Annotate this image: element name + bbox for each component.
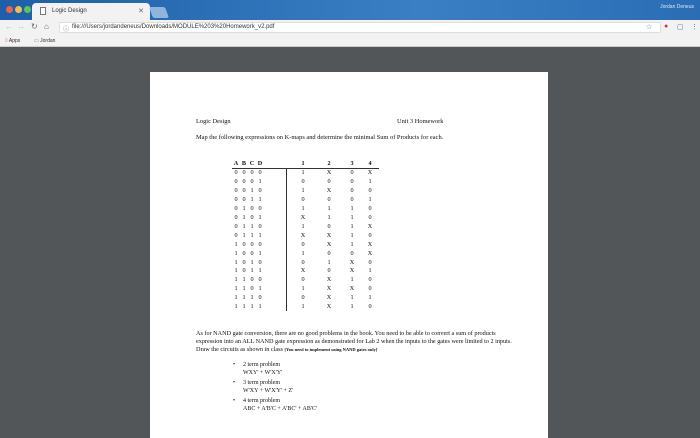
input-cell: 1 <box>234 303 238 311</box>
column-header: 2 <box>327 160 331 167</box>
instructions: Map the following expressions on K-maps and determine the minimal Sum of Products for each. <box>196 134 444 141</box>
problem-title: 2 term problem <box>243 362 280 368</box>
input-cell: 0 <box>234 177 238 185</box>
output-cell: 0 <box>301 240 305 248</box>
output-cell: 0 <box>350 177 354 185</box>
output-cell: X <box>326 169 332 176</box>
output-cell: 1 <box>327 204 331 212</box>
input-cell: 0 <box>234 213 238 221</box>
output-cell: 0 <box>350 249 354 257</box>
input-cell: 1 <box>234 294 238 302</box>
input-cell: 0 <box>242 267 246 275</box>
output-cell: X <box>367 222 373 230</box>
extension-square-icon[interactable]: ▢ <box>677 24 684 31</box>
menu-icon[interactable]: ⋮ <box>691 24 698 31</box>
output-cell: 0 <box>368 258 372 266</box>
input-cell: 1 <box>242 222 246 230</box>
output-cell: 1 <box>350 240 354 248</box>
output-cell: X <box>349 285 355 293</box>
input-cell: 1 <box>242 303 246 311</box>
output-cell: 0 <box>301 195 305 203</box>
input-cell: 0 <box>250 240 254 248</box>
output-cell: 1 <box>350 204 354 212</box>
problem-expr: ABC + A'B'C + A'BC' + AB'C' <box>243 406 317 412</box>
column-header: B <box>241 160 247 167</box>
input-cell: 0 <box>250 213 254 221</box>
nand-note: [You need to implement using NAND gates only] <box>284 347 378 353</box>
input-cell: 1 <box>234 249 238 257</box>
browser-tab-bar <box>0 0 700 20</box>
input-cell: 0 <box>234 231 238 239</box>
output-cell: X <box>349 267 355 275</box>
output-cell: X <box>326 231 332 239</box>
output-cell: 1 <box>301 249 305 257</box>
output-cell: 0 <box>327 249 331 257</box>
input-cell: 1 <box>258 195 262 203</box>
input-cell: 0 <box>242 169 246 176</box>
home-icon[interactable]: ⌂ <box>44 22 49 31</box>
output-cell: 1 <box>350 231 354 239</box>
input-cell: 0 <box>242 195 246 203</box>
input-cell: 0 <box>250 177 254 185</box>
input-cell: 1 <box>234 258 238 266</box>
input-cell: 0 <box>234 169 238 176</box>
problem-expr: WXY' + W'X'Y' <box>243 370 283 376</box>
input-cell: 1 <box>242 204 246 212</box>
input-cell: 0 <box>242 258 246 266</box>
input-cell: 1 <box>242 285 246 293</box>
input-cell: 0 <box>258 240 262 248</box>
output-cell: 1 <box>301 169 305 176</box>
tab-logic-design[interactable] <box>32 3 150 20</box>
input-cell: 1 <box>258 213 262 221</box>
input-cell: 0 <box>242 240 246 248</box>
input-cell: 0 <box>234 186 238 194</box>
input-cell: 0 <box>242 249 246 257</box>
output-cell: 0 <box>368 213 372 221</box>
output-cell: 1 <box>301 285 305 293</box>
folder-icon: ▭ <box>34 38 39 44</box>
output-cell: 0 <box>368 276 372 284</box>
output-cell: 0 <box>350 169 354 176</box>
output-cell: X <box>300 231 306 239</box>
output-cell: 1 <box>350 213 354 221</box>
output-cell: 0 <box>301 276 305 284</box>
output-cell: 1 <box>301 204 305 212</box>
input-cell: 1 <box>242 231 246 239</box>
output-cell: 0 <box>368 186 372 194</box>
bullet-icon: • <box>233 398 236 404</box>
problem-title: 4 term problem <box>243 398 280 404</box>
input-cell: 1 <box>250 231 254 239</box>
input-cell: 0 <box>258 294 262 302</box>
output-cell: 0 <box>327 267 331 275</box>
output-cell: 0 <box>301 294 305 302</box>
output-cell: 1 <box>350 294 354 302</box>
unit-title: Unit 3 Homework <box>397 118 444 125</box>
output-cell: X <box>367 240 373 248</box>
output-cell: X <box>326 276 332 284</box>
output-cell: 1 <box>350 276 354 284</box>
column-header: 4 <box>368 160 372 167</box>
input-cell: 1 <box>250 222 254 230</box>
input-cell: 1 <box>250 258 254 266</box>
output-cell: 1 <box>301 303 305 311</box>
output-cell: 0 <box>350 186 354 194</box>
bookmark-apps[interactable]: ⁞⁞ Apps <box>5 38 21 44</box>
bullet-icon: • <box>233 362 236 368</box>
browser-toolbar <box>0 20 700 35</box>
close-window-button[interactable] <box>6 6 13 13</box>
input-cell: 0 <box>250 249 254 257</box>
nand-paragraph-text: As for NAND gate conversion, there are no good problems in the book. You need to be able to convert a sum of products expression into an ALL NAND gate expression as demonstrated for Lab 2 when the inputs to the gates were limited to 2 inputs. Draw the circuits as shown in class <box>196 330 512 354</box>
input-cell: 1 <box>258 231 262 239</box>
output-cell: 1 <box>350 303 354 311</box>
output-cell: 0 <box>327 222 331 230</box>
input-cell: 0 <box>250 276 254 284</box>
input-cell: 1 <box>250 267 254 275</box>
table-divider <box>286 168 287 311</box>
input-cell: 0 <box>258 222 262 230</box>
output-cell: X <box>326 285 332 293</box>
input-cell: 1 <box>234 276 238 284</box>
maximize-window-button[interactable] <box>24 6 31 13</box>
input-cell: 0 <box>258 258 262 266</box>
output-cell: 1 <box>301 222 305 230</box>
input-cell: 0 <box>242 186 246 194</box>
output-cell: 0 <box>368 204 372 212</box>
apps-grid-icon: ⁞⁞ <box>5 38 8 44</box>
column-header: C <box>249 160 255 167</box>
output-cell: 0 <box>350 195 354 203</box>
input-cell: 1 <box>258 249 262 257</box>
bullet-icon: • <box>233 380 236 386</box>
input-cell: 0 <box>234 195 238 203</box>
output-cell: 0 <box>301 258 305 266</box>
input-cell: 1 <box>250 294 254 302</box>
output-cell: 0 <box>301 177 305 185</box>
input-cell: 0 <box>242 177 246 185</box>
output-cell: X <box>326 294 332 302</box>
output-cell: 1 <box>327 258 331 266</box>
pdf-page <box>150 72 548 438</box>
column-header: 3 <box>350 160 354 167</box>
column-header: 1 <box>301 160 305 167</box>
minimize-window-button[interactable] <box>15 6 22 13</box>
output-cell: X <box>349 258 355 266</box>
output-cell: X <box>326 186 332 194</box>
input-cell: 0 <box>258 186 262 194</box>
output-cell: X <box>300 267 306 275</box>
output-cell: 0 <box>327 195 331 203</box>
output-cell: X <box>367 249 373 257</box>
back-icon[interactable]: ← <box>5 22 13 31</box>
input-cell: 1 <box>234 267 238 275</box>
input-cell: 0 <box>258 276 262 284</box>
input-cell: 1 <box>242 213 246 221</box>
input-cell: 0 <box>250 204 254 212</box>
output-cell: 0 <box>327 177 331 185</box>
input-cell: 0 <box>250 169 254 176</box>
url-text: file:///Users/jordandeneus/Downloads/MODULE%203%20Homework_v2.pdf <box>72 24 275 30</box>
input-cell: 1 <box>250 186 254 194</box>
input-cell: 1 <box>258 285 262 293</box>
close-tab-icon[interactable]: ✕ <box>138 8 144 15</box>
input-cell: 1 <box>250 303 254 311</box>
output-cell: 0 <box>368 303 372 311</box>
forward-icon[interactable]: → <box>17 22 25 31</box>
output-cell: 0 <box>368 231 372 239</box>
output-cell: 1 <box>368 177 372 185</box>
address-bar[interactable] <box>59 22 661 33</box>
output-cell: 1 <box>327 213 331 221</box>
document-icon <box>40 7 46 15</box>
input-cell: 1 <box>258 303 262 311</box>
bookmarks-bar <box>0 35 700 47</box>
output-cell: X <box>367 169 373 176</box>
input-cell: 1 <box>250 195 254 203</box>
output-cell: 1 <box>368 267 372 275</box>
profile-name[interactable]: Jordan Deneus <box>660 4 694 10</box>
course-title: Logic Design <box>196 118 231 125</box>
input-cell: 1 <box>234 240 238 248</box>
problem-title: 3 term problem <box>243 380 280 386</box>
bookmark-star-icon[interactable]: ☆ <box>646 24 653 31</box>
input-cell: 0 <box>258 204 262 212</box>
nand-paragraph <box>196 330 516 355</box>
tab-title: Logic Design <box>52 8 87 14</box>
output-cell: X <box>300 213 306 221</box>
input-cell: 1 <box>258 267 262 275</box>
reload-icon[interactable]: ↻ <box>31 22 38 31</box>
input-cell: 1 <box>234 285 238 293</box>
column-header: D <box>257 160 263 167</box>
input-cell: 1 <box>242 276 246 284</box>
input-cell: 1 <box>242 294 246 302</box>
input-cell: 0 <box>250 285 254 293</box>
input-cell: 1 <box>258 177 262 185</box>
bookmark-jordan[interactable]: ▭ Jordan <box>34 38 56 44</box>
input-cell: 0 <box>258 169 262 176</box>
info-icon: ⓘ <box>63 27 70 33</box>
output-cell: 1 <box>350 222 354 230</box>
extension-icon[interactable]: ● <box>664 23 669 30</box>
input-cell: 0 <box>234 204 238 212</box>
output-cell: X <box>326 303 332 311</box>
column-header: A <box>233 160 239 167</box>
output-cell: 1 <box>301 186 305 194</box>
output-cell: 0 <box>368 285 372 293</box>
input-cell: 0 <box>234 222 238 230</box>
new-tab-button[interactable] <box>149 7 169 18</box>
output-cell: 1 <box>368 195 372 203</box>
output-cell: X <box>326 240 332 248</box>
problem-expr: W'XY + W'X'Y' + Z' <box>243 388 294 394</box>
output-cell: 1 <box>368 294 372 302</box>
